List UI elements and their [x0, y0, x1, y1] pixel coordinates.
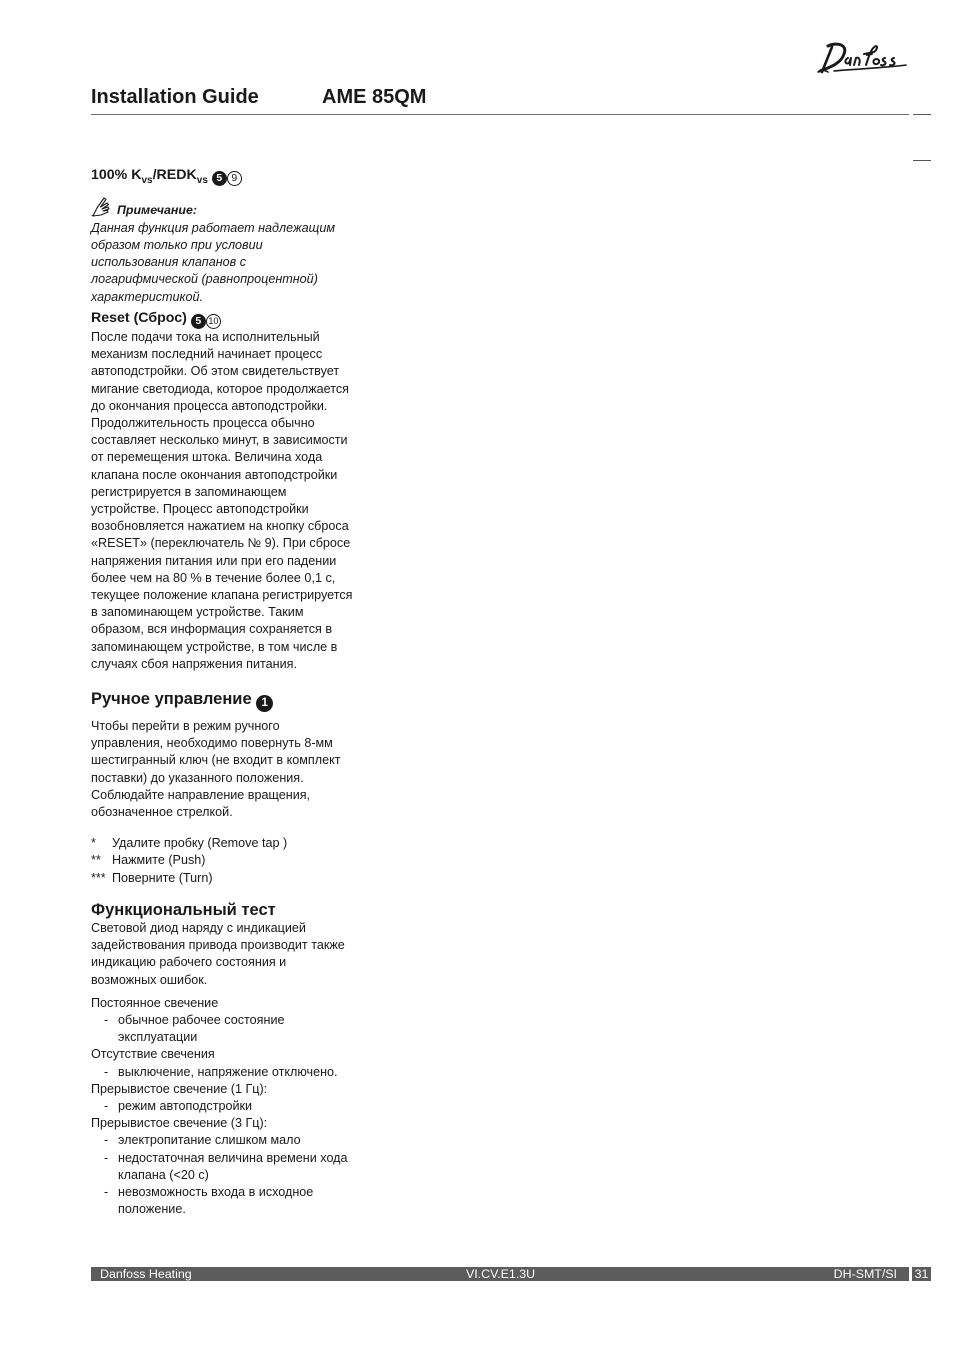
- kvs-heading: 100% $K_{vs}/REDK_{vs}$ 5 9: [91, 166, 353, 190]
- footer-dept: DH-SMT/SI: [833, 1267, 897, 1281]
- page-number: 31: [912, 1267, 931, 1281]
- reset-body: После подачи тока на исполнительный механизм последний начинает процесс автоподстройки. Об этом свидетельствует мигание светодиода, которое продолжается до окончания процесса автоподстройки. Продолжительность процесса обычно составляет несколько минут, в зависимости от перемещения штока. Величина хода клапана после окончания автоподстройки регистрируется в запоминающем устройстве. Процесс автоподстройки возобновляется нажатием на кнопку сброса «RESET» (переключатель № 9). При сбросе напряжения питания или при его падении более чем на 80 % в течение более 0,1 с, текущее положение клапана регистрируется в запоминающем устройстве. Таким образом, вся информация сохраняется в запоминающем устройстве, в том числе в случаях сбоя напряжения питания.: [91, 330, 353, 671]
- manual-steps: [91, 835, 353, 887]
- margin-tick: [913, 160, 931, 161]
- switch-badge: 9: [227, 171, 242, 186]
- state-label: Отсутствие свечения: [91, 1047, 215, 1062]
- switch-badge: 10: [206, 314, 221, 329]
- guide-title: Installation Guide: [91, 86, 259, 108]
- product-name: AME 85QM: [322, 86, 427, 108]
- manual-heading: Ручное управление 1: [91, 689, 353, 712]
- switch-badge: 1: [256, 695, 273, 712]
- header-rule: [91, 114, 909, 115]
- note: [91, 196, 353, 218]
- pointing-hand-icon: [91, 196, 111, 218]
- list-item: - обычное рабочее состояние эксплуатации: [104, 1013, 285, 1045]
- switch-badge: 5: [191, 314, 206, 329]
- reset-heading: Reset (Сброс) 5 10: [91, 309, 353, 329]
- list-item: - электропитание слишком мало: [104, 1133, 301, 1148]
- list-item: - невозможность входа в исходное положение.: [104, 1185, 314, 1217]
- note-text: Данная функция работает надлежащим образом только при условии использования клапанов с логарифмической (равнопроцентной) характеристикой.: [91, 220, 335, 304]
- footer-bar: [91, 1267, 909, 1281]
- list-item: - выключение, напряжение отключено.: [104, 1064, 338, 1079]
- list-item: *** Поверните (Turn): [91, 870, 213, 885]
- list-item: - недостаточная величина времени хода клапана (<20 с): [104, 1150, 348, 1182]
- note-label: Примечание:: [117, 202, 197, 217]
- margin-tick: [913, 114, 931, 115]
- kvs-section: [91, 166, 353, 306]
- footer-company: Danfoss Heating: [100, 1267, 192, 1281]
- functest-section: [91, 900, 353, 1218]
- functest-intro: Световой диод наряду с индикацией задействования привода производит также индикацию рабочего состояния и возможных ошибок.: [91, 921, 345, 987]
- manual-body: Чтобы перейти в режим ручного управления, необходимо повернуть 8-мм шестигранный ключ (не входит в комплект поставки) до указанного положения. Соблюдайте направление вращения, обозначенное стрелкой.: [91, 719, 341, 820]
- list-item: ** Нажмите (Push): [91, 853, 206, 868]
- functest-heading: Функциональный тест: [91, 901, 276, 919]
- state-label: Прерывистое свечение (1 Гц):: [91, 1081, 268, 1096]
- danfoss-logo: [814, 38, 910, 76]
- switch-badge: 5: [212, 171, 227, 186]
- list-item: * Удалите пробку (Remove tap ): [91, 836, 288, 851]
- state-label: Прерывистое свечение (3 Гц):: [91, 1116, 268, 1131]
- manual-section: [91, 689, 353, 887]
- list-item: - режим автоподстройки: [104, 1099, 253, 1114]
- state-label: Постоянное свечение: [91, 995, 219, 1010]
- footer-code: VI.CV.E1.3U: [466, 1267, 536, 1281]
- reset-section: [91, 309, 353, 673]
